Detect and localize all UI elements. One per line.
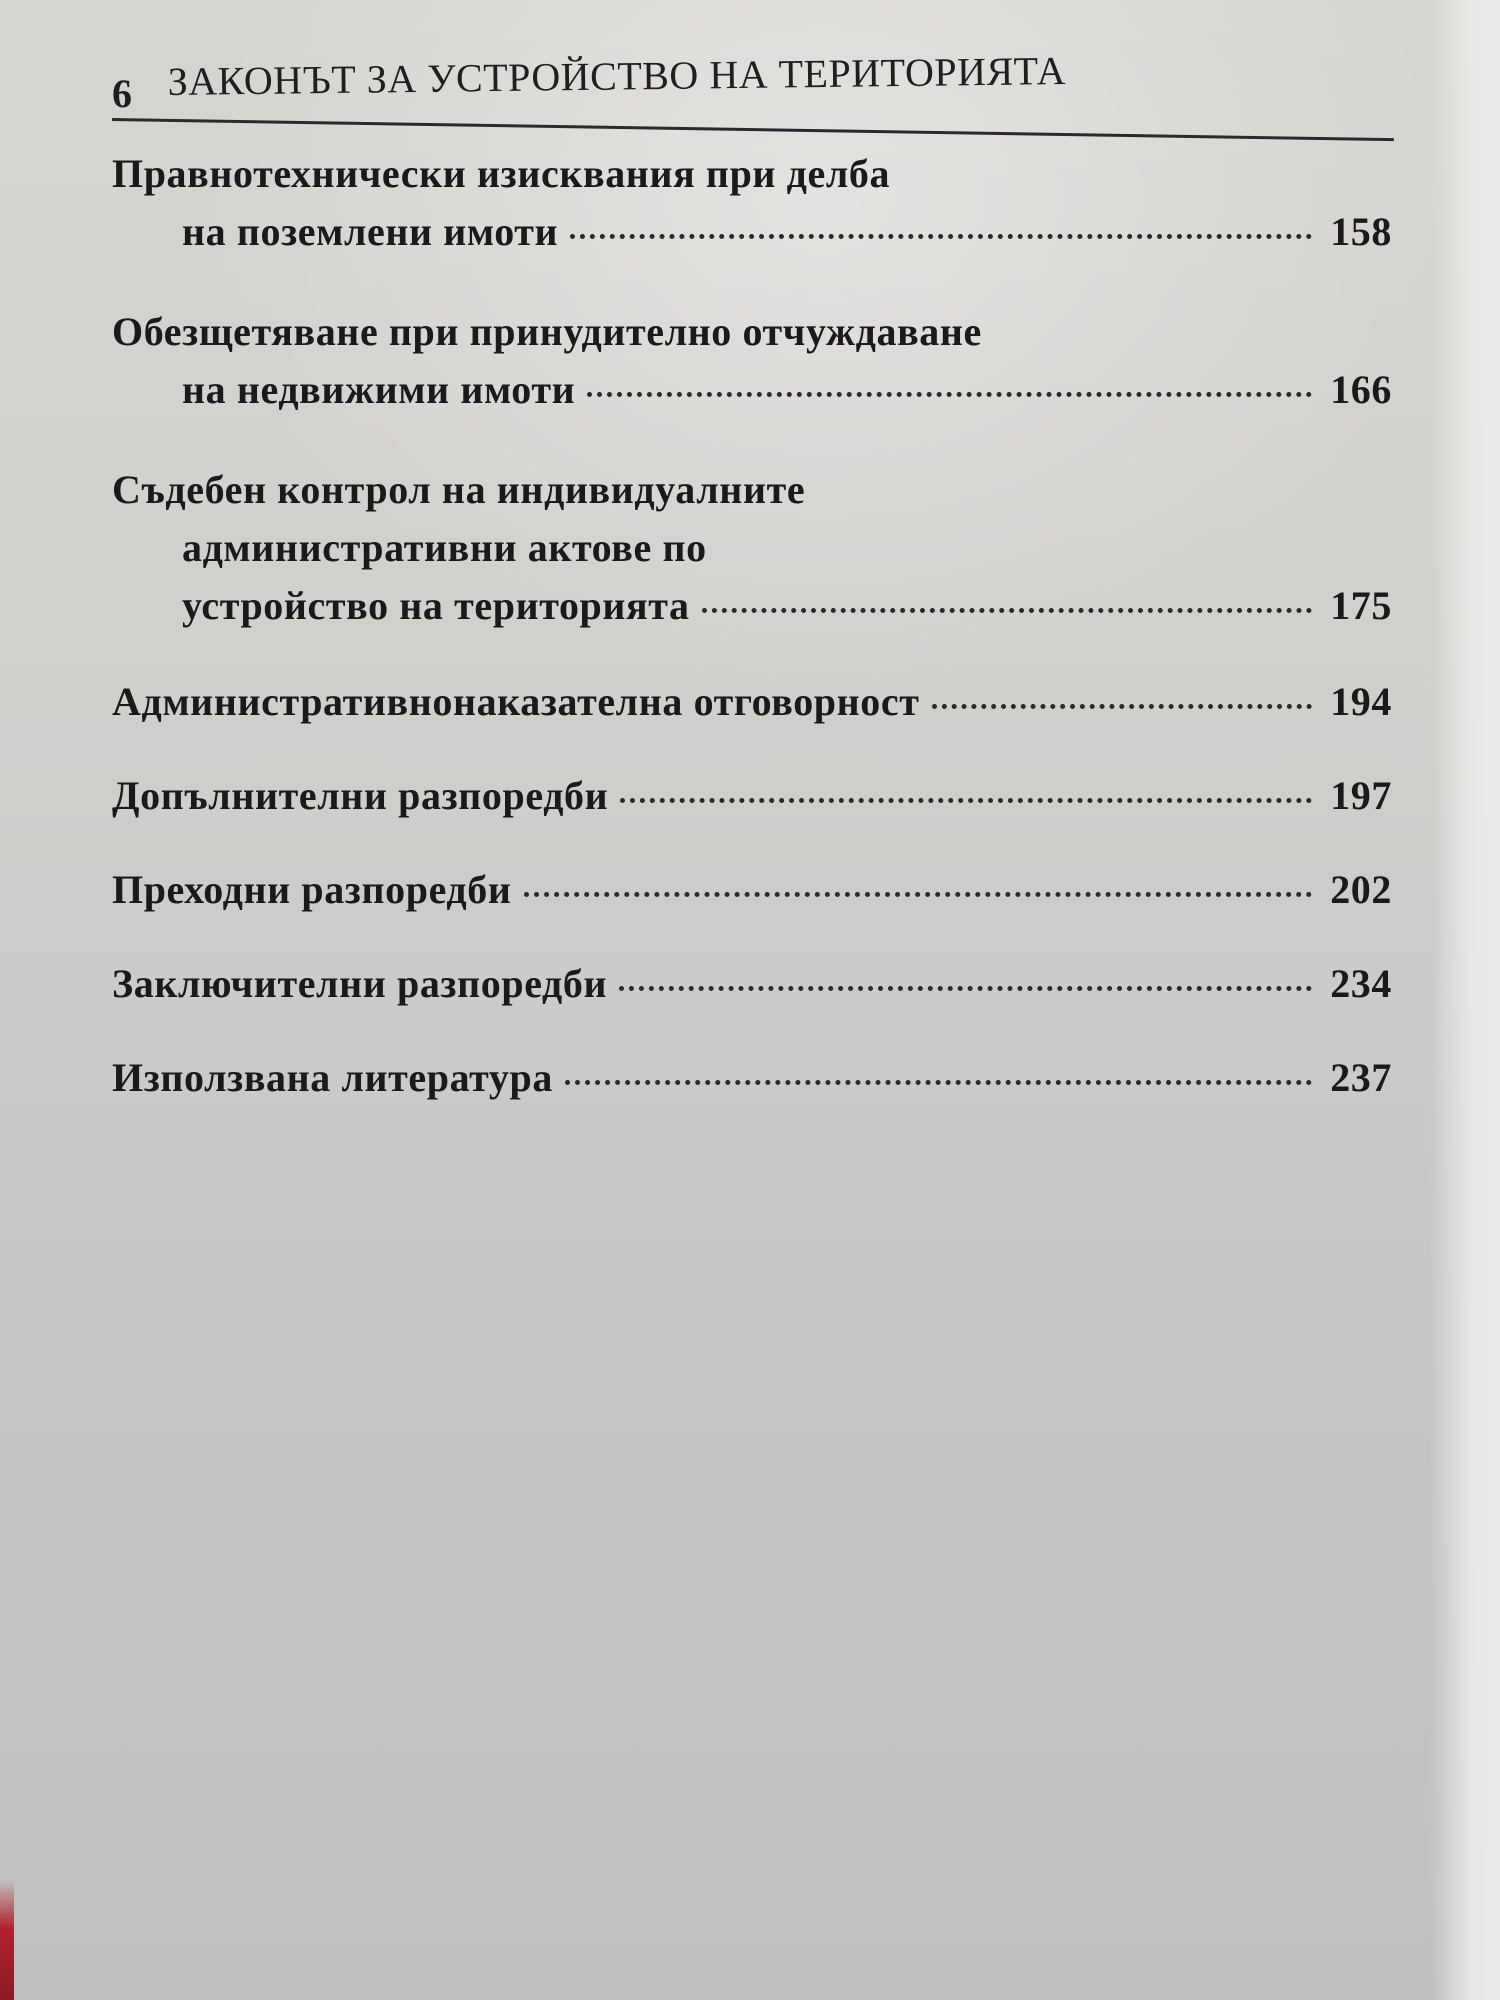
toc-entry-last-line — [112, 678, 1392, 736]
toc-entry[interactable] — [112, 772, 1392, 830]
toc-entry[interactable] — [112, 866, 1392, 924]
toc-entry-last-line — [112, 208, 1392, 266]
dot-leader — [570, 234, 1312, 239]
toc-entry[interactable] — [112, 150, 1392, 266]
toc-entry[interactable] — [112, 1054, 1392, 1112]
toc-page-number: 194 — [1330, 679, 1392, 724]
toc-page-number: 234 — [1330, 961, 1392, 1006]
toc-entry-last-line — [112, 1054, 1392, 1112]
toc-page-number: 197 — [1330, 773, 1392, 818]
book-cover-edge — [0, 1880, 14, 2000]
toc-entry-text: Заключителни разпоредби — [112, 961, 608, 1006]
dot-leader — [587, 392, 1312, 397]
toc-entry-text: Административнонаказателна отговорност — [112, 679, 920, 724]
toc-entry-last-line — [112, 866, 1392, 924]
toc-entry-line: административни актове по — [182, 525, 707, 570]
toc-entry-text: Допълнителни разпоредби — [112, 773, 609, 818]
toc-page-number: 158 — [1330, 209, 1392, 254]
toc-entry-last-line — [112, 772, 1392, 830]
header-rule — [112, 118, 1394, 141]
toc-entry-text: Преходни разпоредби — [112, 867, 512, 912]
toc-page-number: 175 — [1330, 583, 1392, 628]
toc-entry[interactable] — [112, 308, 1392, 424]
toc-page-number: 202 — [1330, 867, 1392, 912]
toc-entry-text: на поземлени имоти — [182, 209, 559, 254]
toc-entry-text: Използвана литература — [112, 1055, 553, 1100]
toc-entry-text: устройство на територията — [182, 583, 690, 628]
page-edge-highlight — [1430, 0, 1500, 2000]
toc-page-number: 166 — [1330, 367, 1392, 412]
toc-entry[interactable] — [112, 678, 1392, 736]
toc-entry-line: Правнотехнически изисквания при делба — [112, 151, 891, 196]
dot-leader — [620, 798, 1312, 803]
toc-entry-last-line — [112, 582, 1392, 640]
toc-entry-last-line — [112, 960, 1392, 1018]
dot-leader — [565, 1080, 1312, 1085]
toc-entry-last-line — [112, 366, 1392, 424]
dot-leader — [932, 704, 1313, 709]
toc-entry-text: на недвижими имоти — [182, 367, 576, 412]
toc-entry[interactable] — [112, 960, 1392, 1018]
dot-leader — [524, 892, 1313, 897]
dot-leader — [619, 986, 1312, 991]
toc-entry-line: Съдебен контрол на индивидуалните — [112, 467, 806, 512]
toc-entry[interactable] — [112, 466, 1392, 640]
dot-leader — [702, 608, 1312, 613]
toc-page-number: 237 — [1330, 1055, 1392, 1100]
toc-entry-line: Обезщетяване при принудително отчуждаване — [112, 309, 982, 354]
running-title: ЗАКОНЪТ ЗА УСТРОЙСТВО НА ТЕРИТОРИЯТА — [167, 48, 1067, 105]
page-number: 6 — [112, 71, 132, 116]
running-header — [112, 48, 1392, 118]
